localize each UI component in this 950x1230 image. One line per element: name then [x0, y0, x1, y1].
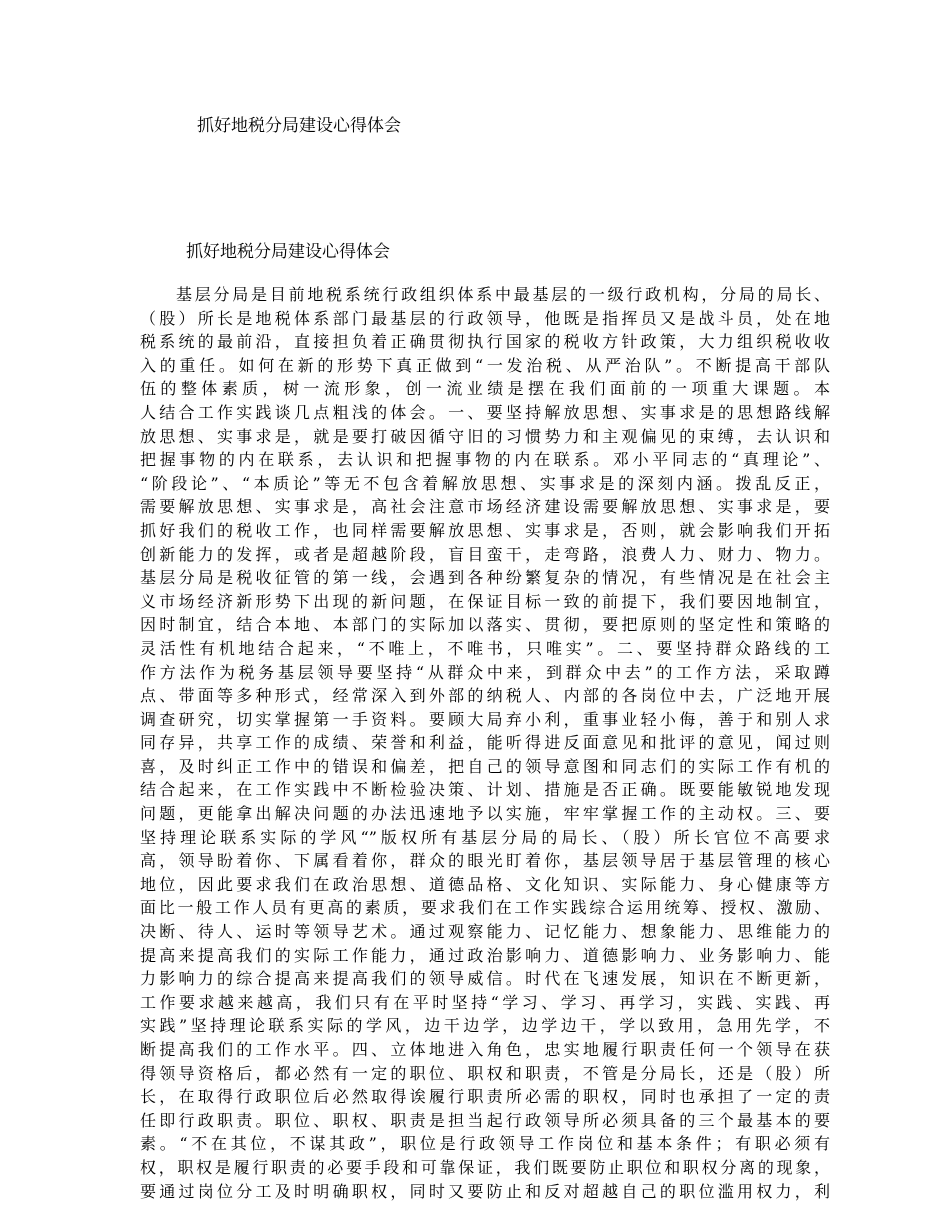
body-line: 义市场经济新形势下出现的新问题，在保证目标一致的前提下，我们要因地制宜， [140, 591, 830, 611]
body-line: 面比一般工作人员有更高的素质，要求我们在工作实践综合运用统筹、授权、激励、 [140, 898, 830, 918]
body-line: 人结合工作实践谈几点粗浅的体会。一、要坚持解放思想、实事求是的思想路线解 [140, 402, 830, 422]
body-line: 创新能力的发挥，或者是超越阶段，盲目蛮干，走弯路，浪费人力、财力、物力。 [140, 544, 830, 564]
body-line: 实践”坚持理论联系实际的学风，边干边学，边学边干，学以致用，急用先学，不 [140, 1016, 830, 1036]
body-line: 任即行政职责。职位、职权、职责是担当起行政领导所必须具备的三个最基本的要 [140, 1110, 830, 1130]
body-line: 伍的整体素质，树一流形象，创一流业绩是摆在我们面前的一项重大课题。本 [140, 379, 830, 399]
body-line: 长，在取得行政职位后必然取得诶履行职责所必需的职权，同时也承担了一定的责 [140, 1087, 830, 1107]
body-line: 权，职权是履行职责的必要手段和可靠保证，我们既要防止职位和职权分离的现象， [140, 1157, 830, 1177]
document-subtitle: 抓好地税分局建设心得体会 [186, 242, 390, 262]
body-line: 调查研究，切实掌握第一手资料。要顾大局弃小利，重事业轻小侮，善于和别人求 [140, 709, 830, 729]
body-line: 得领导资格后，都必然有一定的职位、职权和职责，不管是分局长，还是（股）所 [140, 1063, 830, 1083]
body-line: 把握事物的内在联系，去认识和把握事物的内在联系。邓小平同志的“真理论”、 [140, 450, 830, 470]
body-line: 抓好我们的税收工作，也同样需要解放思想、实事求是，否则，就会影响我们开拓 [140, 520, 830, 540]
body-line: 入的重任。如何在新的形势下真正做到“一发治税、从严治队”。不断提高干部队 [140, 355, 830, 375]
body-line: 决断、待人、运时等领导艺术。通过观察能力、记忆能力、想象能力、思维能力的 [140, 922, 830, 942]
body-line: 提高来提高我们的实际工作能力，通过政治影响力、道德影响力、业务影响力、能 [140, 945, 830, 965]
body-line: 基层分局是税收征管的第一线，会遇到各种纷繁复杂的情况，有些情况是在社会主 [140, 568, 830, 588]
body-line: 同存异，共享工作的成绩、荣誉和利益，能听得进反面意见和批评的意见，闻过则 [140, 733, 830, 753]
body-line: 灵活性有机地结合起来，“不唯上，不唯书，只唯实”。二、要坚持群众路线的工 [140, 638, 830, 658]
body-line: 基层分局是目前地税系统行政组织体系中最基层的一级行政机构，分局的局长、 [176, 285, 830, 304]
document-title: 抓好地税分局建设心得体会 [197, 116, 401, 136]
body-line: 坚持理论联系实际的学风“”版权所有基层分局的局长、（股）所长官位不高要求 [140, 827, 830, 847]
body-line: 素。“不在其位，不谋其政”，职位是行政领导工作岗位和基本条件；有职必须有 [140, 1134, 830, 1154]
body-line: （股）所长是地税体系部门最基层的行政领导，他既是指挥员又是战斗员，处在地 [140, 308, 830, 328]
document-body [140, 283, 830, 1203]
body-line: 地位，因此要求我们在政治思想、道德品格、文化知识、实际能力、身心健康等方 [140, 874, 830, 894]
body-line: 断提高我们的工作水平。四、立体地进入角色，忠实地履行职责任何一个领导在获 [140, 1040, 830, 1059]
body-line: 税系统的最前沿，直接担负着正确贯彻执行国家的税收方针政策，大力组织税收收 [140, 332, 830, 352]
body-line: 喜，及时纠正工作中的错误和偏差，把自己的领导意图和同志们的实际工作有机的 [140, 756, 830, 776]
body-line: 问题，更能拿出解决问题的办法迅速地予以实施，牢牢掌握工作的主动权。三、要 [140, 804, 830, 824]
body-line: 力影响力的综合提高来提高我们的领导威信。时代在飞速发展，知识在不断更新， [140, 969, 830, 989]
body-line: “阶段论”、“本质论”等无不包含着解放思想、实事求是的深刻内涵。拨乱反正， [140, 473, 830, 493]
body-line: 因时制宜，结合本地、本部门的实际加以落实、贯彻，要把原则的坚定性和策略的 [140, 615, 830, 635]
body-line: 作方法作为税务基层领导要坚持“从群众中来，到群众中去”的工作方法，采取蹲 [140, 662, 830, 682]
body-line: 结合起来，在工作实践中不断检验决策、计划、措施是否正确。既要能敏锐地发现 [140, 780, 830, 800]
body-line: 点、带面等多种形式，经常深入到外部的纳税人、内部的各岗位中去，广泛地开展 [140, 686, 830, 706]
body-line: 需要解放思想、实事求是，高社会注意市场经济建设需要解放思想、实事求是，要 [140, 497, 830, 517]
body-line: 要通过岗位分工及时明确职权，同时又要防止和反对超越自己的职位滥用权力，利 [140, 1181, 830, 1201]
body-line: 高，领导盼着你、下属看着你，群众的眼光盯着你，基层领导居于基层管理的核心 [140, 851, 830, 871]
body-line: 放思想、实事求是，就是要打破因循守旧的习惯势力和主观偏见的束缚，去认识和 [140, 426, 830, 446]
body-line: 工作要求越来越高，我们只有在平时坚持“学习、学习、再学习，实践、实践、再 [140, 992, 830, 1012]
